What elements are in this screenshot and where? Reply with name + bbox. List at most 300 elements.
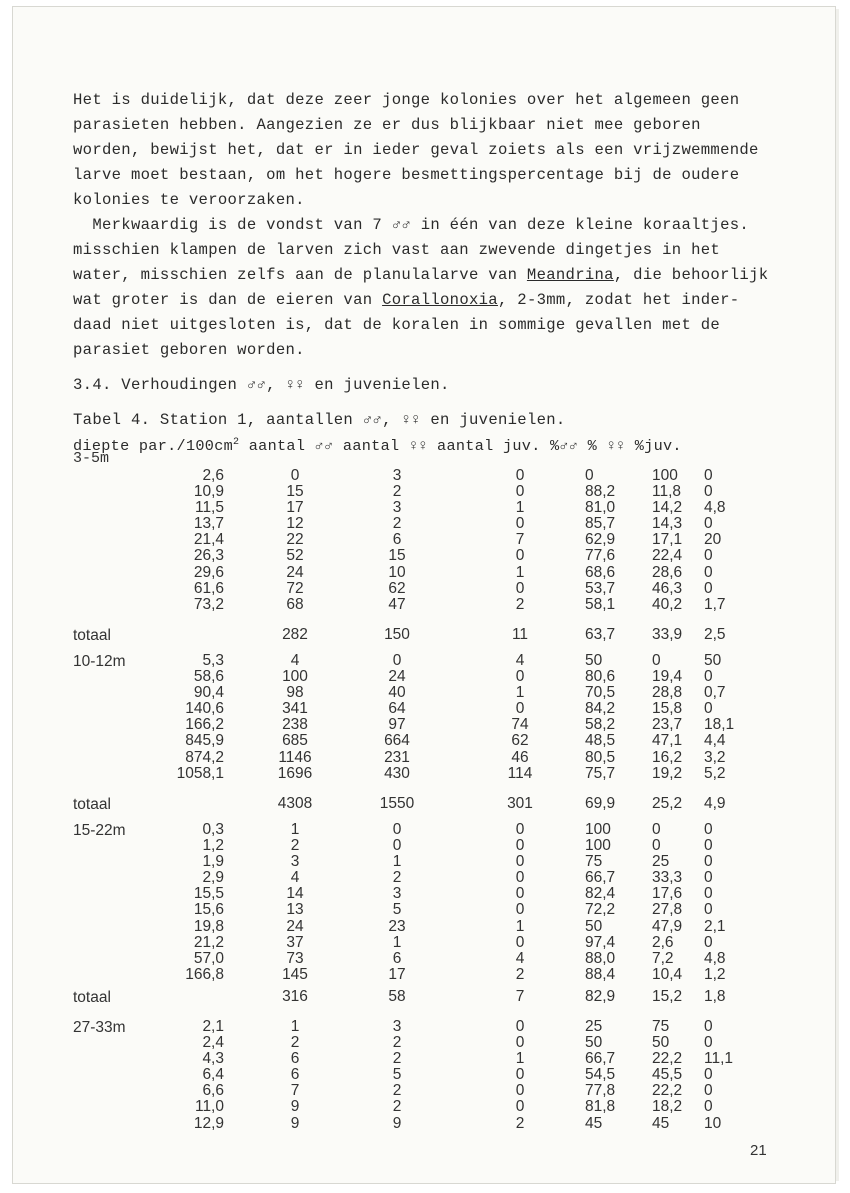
table-cell: 166,2 xyxy=(185,716,224,734)
column-pf xyxy=(652,1019,682,1132)
table-cell: 0 xyxy=(704,1034,713,1052)
table-cell: 17 xyxy=(388,965,406,983)
total-cell: 15,2 xyxy=(652,988,683,1005)
table-cell: 0 xyxy=(515,837,525,855)
table-cell: 25 xyxy=(652,853,670,871)
table-cell: 66,7 xyxy=(585,869,616,887)
text-line xyxy=(73,288,739,313)
table-cell: 1 xyxy=(290,1018,300,1035)
table-cell: 50 xyxy=(652,1034,670,1052)
table-cell: 0 xyxy=(392,837,402,855)
table-cell: 75 xyxy=(652,1018,670,1035)
table-cell: 10,9 xyxy=(193,483,224,501)
column-male xyxy=(255,1019,335,1132)
table-cell: 0 xyxy=(290,467,300,484)
female-symbol: ♀♀ xyxy=(285,376,305,394)
column-pf xyxy=(652,653,682,782)
table-cell: 4,8 xyxy=(704,949,726,967)
table-cell: 0 xyxy=(515,700,525,718)
table-cell: 77,6 xyxy=(585,547,616,565)
column-female xyxy=(357,468,437,613)
table-cell: 100 xyxy=(585,837,611,855)
total-cell: 1550 xyxy=(379,795,415,812)
total-cell: 33,9 xyxy=(652,626,683,643)
table-cell: 16,2 xyxy=(652,748,683,766)
table-cell: 4 xyxy=(290,869,300,887)
table-cell: 68,6 xyxy=(585,563,616,581)
table-cell: 25 xyxy=(585,1018,603,1035)
table-cell: 0 xyxy=(704,837,713,855)
table-cell: 72 xyxy=(286,579,304,597)
female-symbol: ♀♀ xyxy=(606,437,626,456)
table-cell: 62,9 xyxy=(585,531,616,549)
table-cell: 0 xyxy=(515,1034,525,1052)
depth-label: 15-22m xyxy=(73,822,126,839)
table-cell: 685 xyxy=(282,732,308,750)
table-cell: 0 xyxy=(704,563,713,581)
table-cell: 5,3 xyxy=(202,652,224,669)
table-cell: 100 xyxy=(282,668,308,686)
table-cell: 6 xyxy=(392,531,402,549)
table-cell: 0 xyxy=(515,853,525,871)
table-cell: 47,9 xyxy=(652,917,683,935)
table-cell: 40 xyxy=(388,684,406,702)
table-cell: 58,2 xyxy=(585,716,616,734)
table-cell: 50 xyxy=(704,652,722,669)
table-cell: 11,0 xyxy=(194,1098,224,1116)
table-cell: 0 xyxy=(515,821,525,838)
total-cell: 63,7 xyxy=(585,626,616,643)
table-cell: 2 xyxy=(515,965,525,983)
column-pf xyxy=(652,822,682,983)
table-cell: 62 xyxy=(388,579,406,597)
table-cell: 0 xyxy=(515,467,525,484)
table-cell: 2,1 xyxy=(202,1018,224,1035)
text-line xyxy=(73,213,749,238)
table-cell: 4,8 xyxy=(704,499,726,517)
column-pm xyxy=(585,822,615,983)
table-cell: 0 xyxy=(704,515,713,533)
table-cell: 1058,1 xyxy=(176,764,224,782)
table-cell: 664 xyxy=(384,732,410,750)
column-juv xyxy=(480,468,560,613)
table-cell: 22,2 xyxy=(652,1082,683,1100)
table-cell: 3 xyxy=(392,499,402,517)
table-cell: 72,2 xyxy=(585,901,616,919)
table-cell: 2 xyxy=(392,1082,402,1100)
genus-name: Meandrina xyxy=(526,266,614,284)
text-segment: water, misschien zelfs aan de planulalarve van xyxy=(73,266,527,284)
table-cell: 47 xyxy=(388,595,406,613)
column-male xyxy=(255,653,335,782)
column-par xyxy=(177,653,224,782)
total-cell: 25,2 xyxy=(652,795,683,812)
column-pm xyxy=(585,1019,615,1132)
text-segment: 3.4. Verhoudingen xyxy=(73,376,247,394)
total-cell: 4308 xyxy=(277,795,313,812)
table-cell: 0 xyxy=(515,1066,525,1084)
table-cell: 2,4 xyxy=(202,1034,224,1052)
table-cell: 2,6 xyxy=(202,467,224,484)
table-cell: 3 xyxy=(392,467,402,484)
table-cell: 4 xyxy=(290,652,300,669)
total-label: totaal xyxy=(73,989,111,1006)
table-cell: 1,7 xyxy=(704,595,726,613)
table-cell: 7,2 xyxy=(652,949,674,967)
table-cell: 17,6 xyxy=(652,885,683,903)
column-juv xyxy=(480,1019,560,1132)
table-cell: 27,8 xyxy=(652,901,683,919)
table-cell: 2 xyxy=(392,1034,402,1052)
table-cell: 0 xyxy=(704,901,713,919)
table-cell: 2,6 xyxy=(652,933,674,951)
column-pm xyxy=(585,653,615,782)
table-cell: 98 xyxy=(286,684,304,702)
table-cell: 0 xyxy=(652,652,661,669)
table-cell: 13 xyxy=(286,901,304,919)
table-cell: 6,6 xyxy=(202,1082,224,1100)
table-cell: 18,1 xyxy=(704,716,735,734)
text-line: parasieten hebben. Aangezien ze er dus blijkbaar niet mee geboren xyxy=(73,116,701,134)
table-cell: 45 xyxy=(585,1114,603,1132)
table-cell: 23 xyxy=(388,917,406,935)
table-cell: 70,5 xyxy=(585,684,616,702)
table-cell: 0 xyxy=(392,652,402,669)
table-cell: 100 xyxy=(652,467,678,484)
text-segment: , xyxy=(266,376,286,394)
text-segment: , die behoorlijk xyxy=(613,266,769,284)
table-cell: 28,8 xyxy=(652,684,683,702)
table-cell: 0 xyxy=(704,821,713,838)
text-line: parasiet geboren worden. xyxy=(73,341,305,359)
table-cell: 17,1 xyxy=(652,531,683,549)
column-par xyxy=(194,468,224,613)
table-cell: 37 xyxy=(286,933,304,951)
table-cell: 52 xyxy=(286,547,304,565)
table-cell: 1146 xyxy=(278,748,312,766)
table-cell: 5 xyxy=(392,1066,402,1084)
table-cell: 0 xyxy=(515,869,525,887)
table-cell: 88,2 xyxy=(585,483,616,501)
header-segment: diepte par./100cm xyxy=(73,437,234,456)
table-cell: 2,1 xyxy=(704,917,726,935)
table-cell: 0 xyxy=(704,1098,713,1116)
table-cell: 11,8 xyxy=(652,483,682,501)
table-cell: 84,2 xyxy=(585,700,616,718)
table-cell: 0 xyxy=(515,515,525,533)
table-cell: 166,8 xyxy=(185,965,224,983)
table-cell: 2 xyxy=(515,1114,525,1132)
table-cell: 1 xyxy=(515,684,525,702)
male-symbol: ♂♂ xyxy=(314,437,334,456)
table-cell: 46 xyxy=(511,748,529,766)
text-line: daad niet uitgesloten is, dat de koralen in sommige gevallen met de xyxy=(73,316,721,334)
total-cell: 7 xyxy=(515,988,525,1005)
section-heading xyxy=(73,373,450,398)
table-cell: 81,0 xyxy=(585,499,616,517)
table-cell: 9 xyxy=(392,1114,402,1132)
table-cell: 85,7 xyxy=(585,515,616,533)
table-cell: 15,6 xyxy=(193,901,224,919)
column-male xyxy=(255,822,335,983)
table-cell: 15,5 xyxy=(193,885,224,903)
table-cell: 100 xyxy=(585,821,611,838)
table-cell: 88,0 xyxy=(585,949,616,967)
column-pj xyxy=(704,468,726,613)
table-cell: 47,1 xyxy=(652,732,683,750)
table-cell: 0 xyxy=(704,1082,713,1100)
table-cell: 0 xyxy=(704,579,713,597)
total-cell: 58 xyxy=(388,988,406,1005)
text-line xyxy=(73,263,768,288)
table-cell: 0 xyxy=(704,1018,713,1035)
table-cell: 2 xyxy=(392,483,402,501)
table-cell: 73,2 xyxy=(193,595,224,613)
table-cell: 11,1 xyxy=(704,1050,734,1068)
table-cell: 9 xyxy=(290,1098,300,1116)
table-cell: 0 xyxy=(704,700,713,718)
table-cell: 15,8 xyxy=(652,700,683,718)
table-cell: 2,9 xyxy=(202,869,224,887)
table-cell: 13,7 xyxy=(193,515,224,533)
table-cell: 0 xyxy=(515,1098,525,1116)
table-cell: 90,4 xyxy=(193,684,224,702)
table-cell: 3 xyxy=(290,853,300,871)
table-cell: 1 xyxy=(290,821,300,838)
male-symbol: ♂♂ xyxy=(246,376,267,394)
column-pj xyxy=(704,822,726,983)
table-cell: 0,3 xyxy=(202,821,224,838)
table-cell: 74 xyxy=(511,716,529,734)
table-cell: 1 xyxy=(392,853,402,871)
table-cell: 4 xyxy=(515,652,525,669)
table-cell: 26,3 xyxy=(193,547,224,565)
table-cell: 145 xyxy=(282,965,308,983)
table-cell: 40,2 xyxy=(652,595,683,613)
table-cell: 1,9 xyxy=(202,853,224,871)
table-cell: 17 xyxy=(286,499,304,517)
table-cell: 15 xyxy=(286,483,304,501)
table-cell: 874,2 xyxy=(185,748,224,766)
genus-name: Corallonoxia xyxy=(382,291,498,309)
table-cell: 0 xyxy=(515,933,525,951)
table-cell: 341 xyxy=(282,700,308,718)
table-cell: 3 xyxy=(392,885,402,903)
total-label: totaal xyxy=(73,627,111,644)
table-cell: 0 xyxy=(704,869,713,887)
table-cell: 48,5 xyxy=(585,732,616,750)
text-line: worden, bewijst het, dat er in ieder geval zoiets als een vrijzwemmende xyxy=(73,141,759,159)
table-cell: 82,4 xyxy=(585,885,616,903)
table-cell: 19,8 xyxy=(193,917,224,935)
text-line: Het is duidelijk, dat deze zeer jonge kolonies over het algemeen geen xyxy=(73,91,740,109)
table-cell: 80,5 xyxy=(585,748,616,766)
table-cell: 57,0 xyxy=(193,949,224,967)
text-segment: Merkwaardig is de vondst van 7 xyxy=(73,216,392,234)
table-cell: 15 xyxy=(388,547,406,565)
table-cell: 6 xyxy=(290,1066,300,1084)
table-cell: 2 xyxy=(392,515,402,533)
column-pf xyxy=(652,468,682,613)
table-cell: 4,4 xyxy=(704,732,726,750)
table-cell: 1 xyxy=(515,563,525,581)
table-cell: 1 xyxy=(515,499,525,517)
table-cell: 97,4 xyxy=(585,933,616,951)
table-cell: 0 xyxy=(704,483,713,501)
table-cell: 0 xyxy=(652,821,661,838)
text-segment: wat groter is dan de eieren van xyxy=(73,291,383,309)
table-cell: 0 xyxy=(515,901,525,919)
total-cell: 82,9 xyxy=(585,988,616,1005)
table-cell: 12 xyxy=(286,515,304,533)
male-symbol: ♂♂ xyxy=(362,411,383,429)
table-cell: 81,8 xyxy=(585,1098,616,1116)
text-segment: in één van deze kleine koraaltjes. xyxy=(411,216,750,234)
table-cell: 2 xyxy=(290,837,300,855)
table-cell: 45,5 xyxy=(652,1066,683,1084)
table-cell: 3 xyxy=(392,1018,402,1035)
table-cell: 5 xyxy=(392,901,402,919)
total-cell: 301 xyxy=(507,795,533,812)
table-cell: 22,4 xyxy=(652,547,683,565)
table-cell: 231 xyxy=(384,748,410,766)
table-cell: 58,1 xyxy=(585,595,616,613)
table-cell: 58,6 xyxy=(193,668,224,686)
table-cell: 0 xyxy=(515,1018,525,1035)
total-label: totaal xyxy=(73,796,111,813)
table-cell: 64 xyxy=(388,700,406,718)
total-cell: 316 xyxy=(282,988,308,1005)
male-symbol: ♂♂ xyxy=(559,437,579,456)
table-header xyxy=(73,430,682,459)
table-cell: 0 xyxy=(704,547,713,565)
total-cell: 11 xyxy=(511,626,529,643)
column-male xyxy=(255,468,335,613)
table-cell: 430 xyxy=(384,764,410,782)
table-cell: 23,7 xyxy=(652,716,683,734)
table-cell: 11,5 xyxy=(194,499,224,517)
table-cell: 80,6 xyxy=(585,668,616,686)
column-female xyxy=(357,822,437,983)
table-cell: 114 xyxy=(507,764,533,782)
table-cell: 75 xyxy=(585,853,603,871)
table-cell: 0 xyxy=(515,1082,525,1100)
table-cell: 4,3 xyxy=(202,1050,224,1068)
table-cell: 1 xyxy=(515,1050,525,1068)
table-cell: 2 xyxy=(392,869,402,887)
table-cell: 0 xyxy=(515,547,525,565)
depth-label: 27-33m xyxy=(73,1019,126,1036)
table-cell: 0 xyxy=(652,837,661,855)
text-segment: , 2-3mm, zodat het inder- xyxy=(497,291,740,309)
table-cell: 10,4 xyxy=(652,965,683,983)
total-cell: 150 xyxy=(384,626,410,643)
table-cell: 10 xyxy=(704,1114,722,1132)
table-cell: 14,3 xyxy=(652,515,683,533)
table-cell: 66,7 xyxy=(585,1050,616,1068)
table-cell: 4 xyxy=(515,949,525,967)
female-symbol: ♀♀ xyxy=(408,437,428,456)
table-cell: 0,7 xyxy=(704,684,726,702)
column-par xyxy=(194,1019,224,1132)
table-cell: 0 xyxy=(704,933,713,951)
table-cell: 2 xyxy=(392,1098,402,1116)
table-cell: 73 xyxy=(286,949,304,967)
table-cell: 61,6 xyxy=(193,579,224,597)
table-cell: 14 xyxy=(286,885,304,903)
table-cell: 68 xyxy=(286,595,304,613)
depth-label: 10-12m xyxy=(73,653,126,670)
total-cell: 4,9 xyxy=(704,795,726,812)
table-cell: 24 xyxy=(286,917,304,935)
table-cell: 7 xyxy=(515,531,525,549)
table-cell: 2 xyxy=(515,595,525,613)
total-cell: 282 xyxy=(282,626,308,643)
text-segment: en juvenielen. xyxy=(420,411,566,429)
table-cell: 75,7 xyxy=(585,764,616,782)
table-cell: 5,2 xyxy=(704,764,726,782)
table-cell: 140,6 xyxy=(185,700,224,718)
table-cell: 1696 xyxy=(277,764,313,782)
header-segment: %juv. xyxy=(625,437,682,456)
table-cell: 24 xyxy=(286,563,304,581)
table-cell: 20 xyxy=(704,531,722,549)
table-cell: 3,2 xyxy=(704,748,726,766)
table-cell: 6 xyxy=(290,1050,300,1068)
table-cell: 77,8 xyxy=(585,1082,616,1100)
table-cell: 0 xyxy=(704,668,713,686)
total-cell: 2,5 xyxy=(704,626,726,643)
table-cell: 845,9 xyxy=(185,732,224,750)
table-cell: 21,4 xyxy=(193,531,224,549)
table-cell: 1,2 xyxy=(704,965,726,983)
table-cell: 19,2 xyxy=(652,764,683,782)
table-cell: 50 xyxy=(585,652,603,669)
table-cell: 24 xyxy=(388,668,406,686)
table-cell: 46,3 xyxy=(652,579,683,597)
column-pj xyxy=(704,653,734,782)
table-cell: 33,3 xyxy=(652,869,683,887)
female-symbol: ♀♀ xyxy=(401,411,421,429)
table-cell: 97 xyxy=(388,716,406,734)
column-female xyxy=(357,653,437,782)
table-cell: 0 xyxy=(704,885,713,903)
table-cell: 0 xyxy=(585,467,594,484)
total-cell: 69,9 xyxy=(585,795,616,812)
male-symbol: ♂♂ xyxy=(391,216,412,234)
text-segment: , xyxy=(382,411,402,429)
table-cell: 62 xyxy=(511,732,529,750)
page-number: 21 xyxy=(750,1142,767,1159)
column-juv xyxy=(480,822,560,983)
column-pm xyxy=(585,468,615,613)
table-cell: 0 xyxy=(515,483,525,501)
table-cell: 0 xyxy=(515,579,525,597)
table-cell: 50 xyxy=(585,917,603,935)
table-cell: 1,2 xyxy=(202,837,224,855)
table-cell: 12,9 xyxy=(193,1114,224,1132)
text-line: kolonies te veroorzaken. xyxy=(73,191,305,209)
table-cell: 0 xyxy=(704,467,713,484)
superscript: 2 xyxy=(233,437,240,448)
table-cell: 0 xyxy=(392,821,402,838)
table-cell: 0 xyxy=(515,668,525,686)
table-cell: 18,2 xyxy=(652,1098,683,1116)
table-cell: 238 xyxy=(282,716,308,734)
column-par xyxy=(185,822,224,983)
total-cell: 1,8 xyxy=(704,988,726,1005)
table-cell: 53,7 xyxy=(585,579,616,597)
